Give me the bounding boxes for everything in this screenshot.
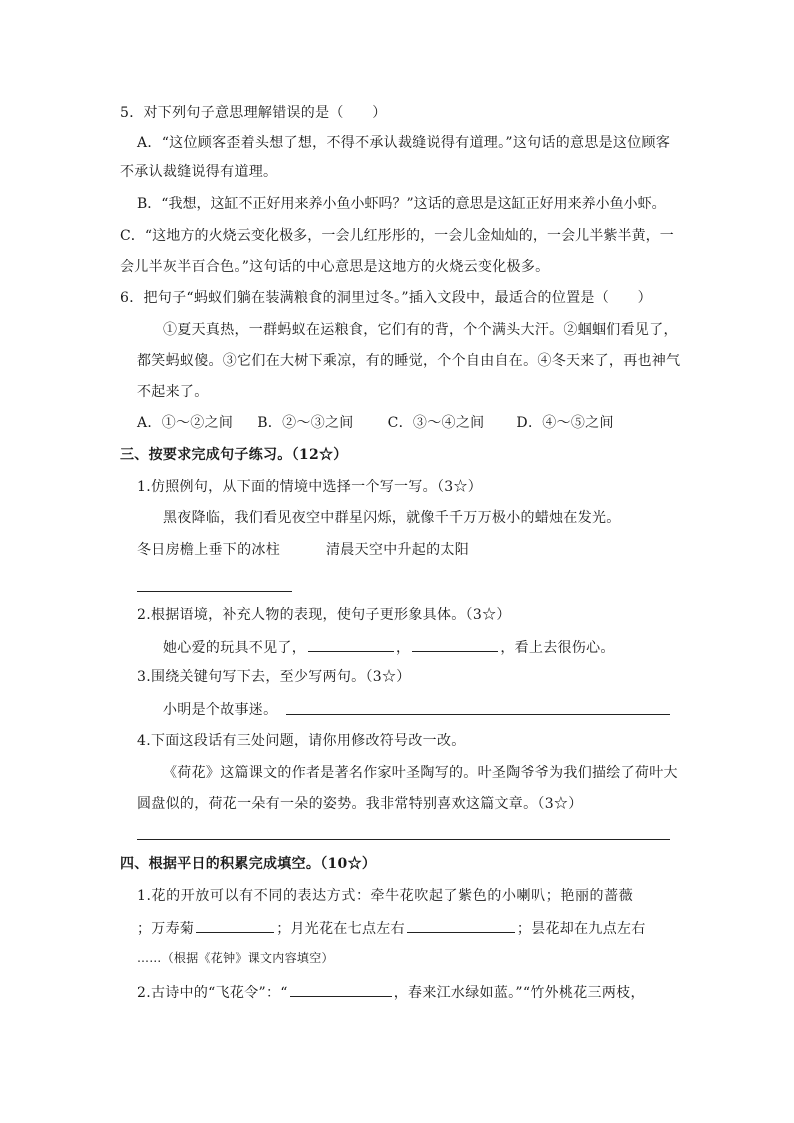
q5-option-a-line2: 不承认裁缝说得有道理。 <box>120 164 278 180</box>
s4-q1-blank-2[interactable] <box>407 916 515 933</box>
s3-q1-choices <box>137 539 469 561</box>
s3-q4-stem: 4.下面这段话有三处问题，请你用修改符号改一改。 <box>137 733 466 749</box>
s4-q2-text-a: 2.古诗中的“飞花令”：“ <box>137 985 288 1001</box>
s3-q3-answer-line[interactable] <box>286 714 670 715</box>
section4-title: 四、根据平日的积累完成填空。（10☆） <box>120 856 377 872</box>
s3-q3-key-sentence: 小明是个故事迷。 <box>163 702 278 718</box>
s3-q1-choice-a: 冬日房檐上垂下的冰柱 <box>137 542 280 558</box>
s3-q4-paragraph-line1: 《荷花》这篇课文的作者是著名作家叶圣陶写的。叶圣陶爷爷为我们描绘了荷叶大 <box>163 765 678 781</box>
s4-q1-blank-1[interactable] <box>196 916 274 933</box>
s4-q1-text-a: ；万寿菊 <box>137 921 195 937</box>
s3-q2-text-c: ，看上去很伤心。 <box>500 640 615 656</box>
s3-q1-answer-line[interactable] <box>137 591 292 592</box>
q6-option-d[interactable]: D．④～⑤之间 <box>516 415 614 431</box>
s4-q1-text-b: ；月光花在七点左右 <box>276 921 405 937</box>
q6-options <box>137 412 614 434</box>
s4-q2-line <box>137 980 645 1004</box>
section3-title: 三、按要求完成句子练习。（12☆） <box>120 447 348 463</box>
s3-q2-text-a: 她心爱的玩具不见了， <box>163 640 306 656</box>
q6-passage-line3: 不起来了。 <box>137 384 209 400</box>
q5-option-b: B．“我想，这缸不正好用来养小鱼小虾吗？”这话的意思是这缸正好用来养小鱼小虾。 <box>137 196 666 212</box>
s3-q1-choice-b: 清晨天空中升起的太阳 <box>326 542 469 558</box>
q5-option-a-line1: A．“这位顾客歪着头想了想，不得不承认裁缝说得有道理。”这句话的意思是这位顾客 <box>137 135 671 151</box>
s3-q2-text-b: ， <box>396 640 411 656</box>
s4-q1-line2 <box>137 916 646 940</box>
s4-q1-line3: ……（根据《花钟》课文内容填空） <box>137 951 334 965</box>
s4-q1-text-c: ；昙花却在九点左右 <box>516 921 646 937</box>
s3-q1-stem: 1.仿照例句，从下面的情境中选择一个写一写。（3☆） <box>137 479 483 495</box>
q5-option-c-line2: 会儿半灰半百合色。”这句话的中心意思是这地方的火烧云变化极多。 <box>120 259 550 275</box>
q6-passage-line2: 都笑蚂蚁傻。③它们在大树下乘凉，有的睡觉，个个自由自在。④冬天来了，再也神气 <box>137 353 681 369</box>
s3-q3-stem: 3.围绕关键句写下去，至少写两句。（3☆） <box>137 669 411 685</box>
s3-q2-blank-2[interactable] <box>412 635 498 652</box>
s3-q4-paragraph-line2: 圆盘似的，荷花一朵有一朵的姿势。我非常特别喜欢这篇文章。（3☆） <box>137 796 583 812</box>
q6-passage-line1: ①夏天真热，一群蚂蚁在运粮食，它们有的背，个个满头大汗。②蝈蝈们看见了， <box>163 322 678 338</box>
s3-q2-stem: 2.根据语境，补充人物的表现，使句子更形象具体。（3☆） <box>137 607 511 623</box>
q6-stem: 6．把句子“蚂蚁们躺在装满粮食的洞里过冬。”插入文段中，最适合的位置是（ ） <box>120 290 652 306</box>
q5-stem: 5．对下列句子意思理解错误的是（ ） <box>120 105 387 121</box>
s4-q2-blank-1[interactable] <box>290 980 392 997</box>
s4-q2-text-b: ，春来江水绿如蓝。”“竹外桃花三两枝， <box>393 985 645 1001</box>
s3-q4-answer-line[interactable] <box>137 839 670 840</box>
q6-option-a[interactable]: A．①～②之间 <box>137 415 234 431</box>
s4-q1-line1: 1.花的开放可以有不同的表达方式：牵牛花吹起了紫色的小喇叭；艳丽的蔷薇 <box>137 888 634 904</box>
q6-option-c[interactable]: C．③～④之间 <box>387 415 485 431</box>
s3-q1-example: 黑夜降临，我们看见夜空中群星闪烁，就像千千万万极小的蜡烛在发光。 <box>163 510 621 526</box>
s3-q2-sentence <box>163 635 615 659</box>
q6-option-b[interactable]: B．②～③之间 <box>257 415 354 431</box>
q5-option-c-line1: C．“这地方的火烧云变化极多，一会儿红彤彤的，一会儿金灿灿的，一会儿半紫半黄，一 <box>120 228 674 244</box>
s3-q2-blank-1[interactable] <box>308 635 394 652</box>
